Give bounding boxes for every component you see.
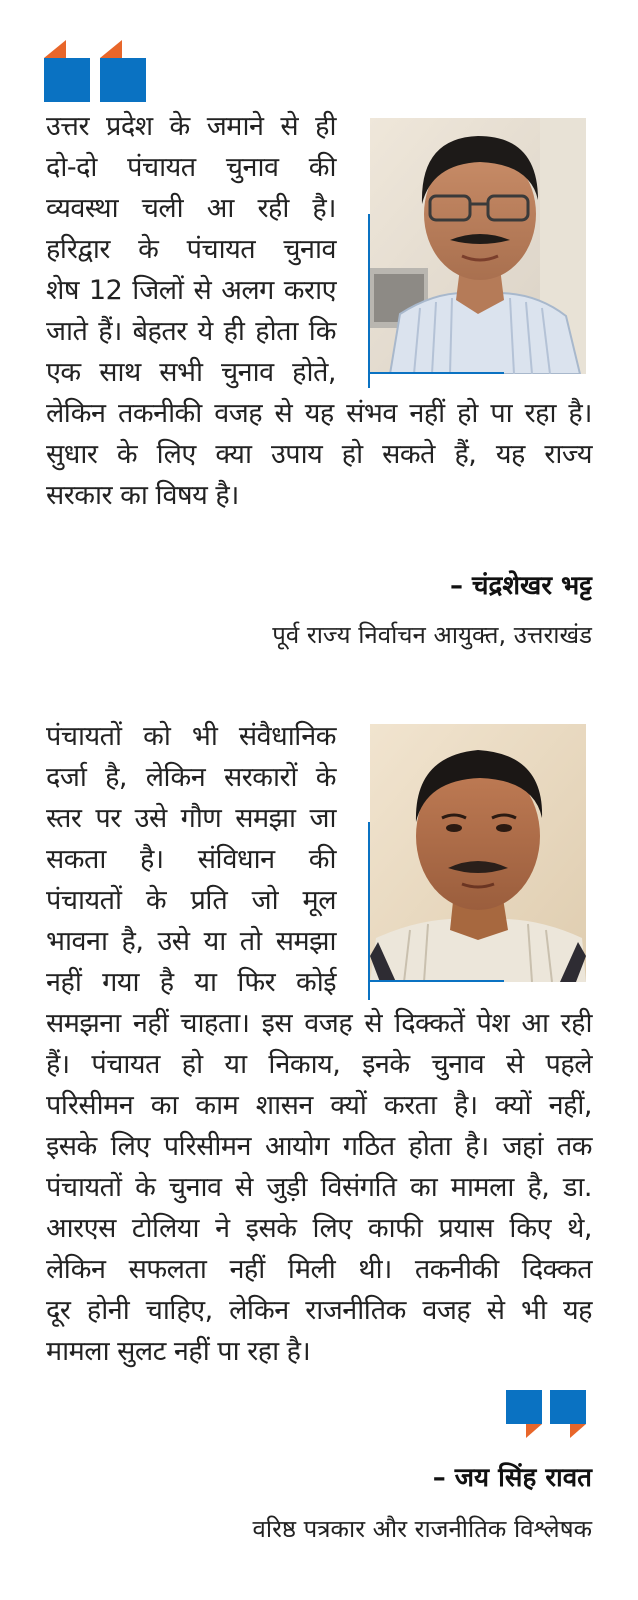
close-quote-icon — [506, 1390, 588, 1440]
quote-2-line: हैं। पंचायत हो या निकाय, इनके चुनाव से पहले — [46, 1049, 592, 1080]
quote-1-line: जाते हैं। बेहतर ये ही होता कि — [46, 316, 336, 347]
quote-2-line: सकता है। संविधान की — [46, 844, 336, 875]
author-2-photo — [370, 724, 586, 982]
quote-2-line: पंचायतों के प्रति जो मूल — [46, 885, 336, 916]
quote-2-line: मामला सुलट नहीं पा रहा है। — [46, 1336, 311, 1367]
quote-1-line: दो-दो पंचायत चुनाव की — [46, 152, 336, 183]
author-2-title: वरिष्ठ पत्रकार और राजनीतिक विश्लेषक — [252, 1515, 592, 1543]
quote-1-line: उत्तर प्रदेश के जमाने से ही — [46, 111, 336, 142]
quote-2-line: पंचायतों के चुनाव से जुड़ी विसंगति का मामला है, डा. — [46, 1172, 592, 1203]
quote-1-line: व्यवस्था चली आ रही है। — [46, 193, 336, 224]
quote-2-line: पंचायतों को भी संवैधानिक — [46, 721, 336, 752]
author-1-photo — [370, 118, 586, 374]
photo-2-accent-vertical — [368, 822, 370, 1000]
quote-1-line: लेकिन तकनीकी वजह से यह संभव नहीं हो पा रहा है। — [46, 398, 592, 429]
quote-2-line: नहीं गया है या फिर कोई — [46, 967, 336, 998]
quote-2-line: परिसीमन का काम शासन क्यों करता है। क्यों नहीं, — [46, 1090, 592, 1121]
author-2-name: – जय सिंह रावत — [432, 1463, 592, 1493]
quote-1-line: सुधार के लिए क्या उपाय हो सकते हैं, यह राज्य — [46, 439, 592, 470]
quote-2-line: स्तर पर उसे गौण समझा जा — [46, 803, 336, 834]
quote-2-line: लेकिन सफलता नहीं मिली थी। तकनीकी दिक्कत — [46, 1254, 592, 1285]
quote-1-line: शेष 12 जिलों से अलग कराए — [46, 275, 336, 306]
quote-2-line: दूर होनी चाहिए, लेकिन राजनीतिक वजह से भी यह — [46, 1295, 592, 1326]
quote-1-line: हरिद्वार के पंचायत चुनाव — [46, 234, 336, 265]
quote-1-line: एक साथ सभी चुनाव होते, — [46, 357, 336, 388]
quote-2-line: दर्जा है, लेकिन सरकारों के — [46, 762, 336, 793]
photo-2-accent-horizontal — [368, 980, 504, 982]
quote-1-line: सरकार का विषय है। — [46, 480, 239, 511]
quote-2-line: इसके लिए परिसीमन आयोग गठित होता है। जहां तक — [46, 1131, 592, 1162]
quote-2-line: भावना है, उसे या तो समझा — [46, 926, 336, 957]
quote-2-line: आरएस टोलिया ने इसके लिए काफी प्रयास किए थे, — [46, 1213, 592, 1244]
open-quote-icon — [44, 38, 148, 104]
author-1-name: – चंद्रशेखर भट्ट — [450, 571, 592, 601]
quote-2-line: समझना नहीं चाहता। इस वजह से दिक्कतें पेश आ रही — [46, 1008, 592, 1039]
photo-1-accent-horizontal — [368, 372, 504, 374]
photo-1-accent-vertical — [368, 214, 370, 388]
author-1-title: पूर्व राज्य निर्वाचन आयुक्त, उत्तराखंड — [272, 621, 592, 649]
